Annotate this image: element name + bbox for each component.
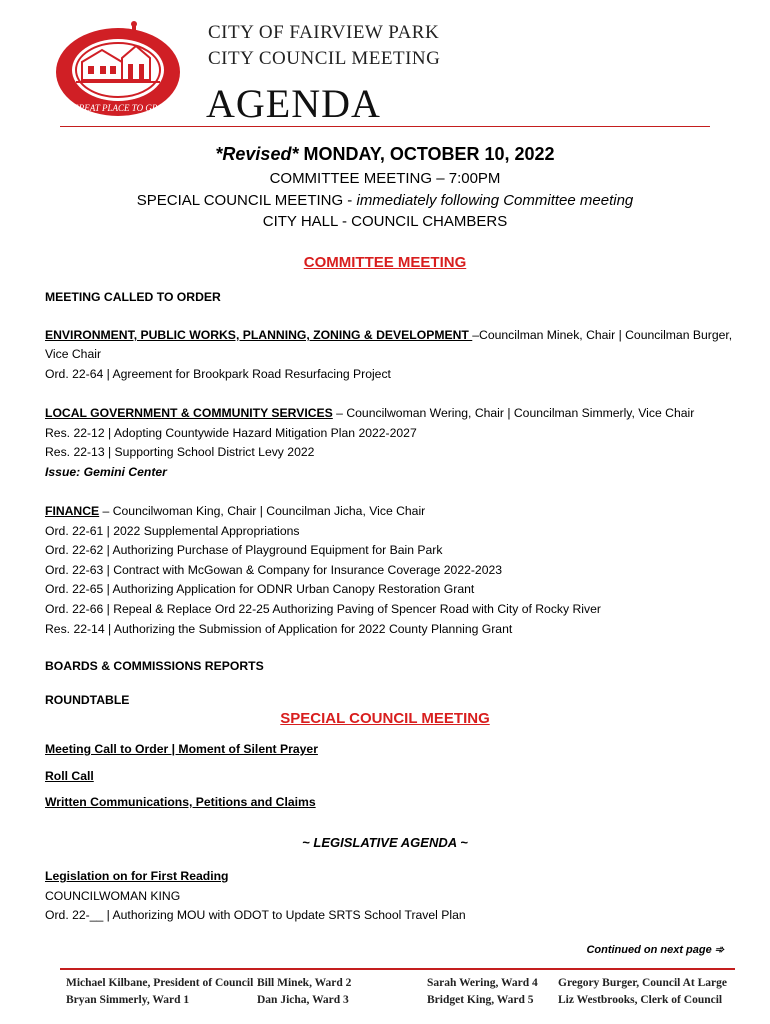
sponsor: COUNCILWOMAN KING (45, 889, 181, 903)
committee-meeting-title: COMMITTEE MEETING (303, 254, 467, 271)
committee-time: COMMITTEE MEETING – 7:00PM (269, 170, 501, 187)
meeting-name: CITY COUNCIL MEETING (208, 48, 441, 69)
finance-line (45, 504, 425, 518)
call-to-order: Meeting Call to Order | Moment of Silent Prayer (45, 742, 318, 756)
footer-name: Bryan Simmerly, Ward 1 (66, 994, 190, 1006)
footer-name: Michael Kilbane, President of Council (66, 977, 254, 989)
local-gov-heading: LOCAL GOVERNMENT & COMMUNITY SERVICES (45, 406, 333, 420)
roundtable: ROUNDTABLE (45, 693, 130, 707)
meeting-date (0, 144, 770, 165)
header-divider (60, 126, 710, 127)
seal-motto: A GREAT PLACE TO GROW (64, 103, 172, 113)
local-item: Res. 22-12 | Adopting Countywide Hazard Mitigation Plan 2022-2027 (45, 426, 417, 440)
finance-item: Ord. 22-63 | Contract with McGowan & Company for Insurance Coverage 2022-2023 (45, 563, 503, 577)
legislative-agenda-title: ~ LEGISLATIVE AGENDA ~ (302, 835, 468, 850)
special-meeting-note: immediately following Committee meeting (356, 192, 634, 209)
special-meeting-label: SPECIAL COUNCIL MEETING - (136, 192, 357, 209)
footer-name: Gregory Burger, Council At Large (558, 977, 727, 989)
local-gov-line (45, 406, 694, 420)
env-committee-line (45, 328, 732, 342)
meeting-date-text: MONDAY, OCTOBER 10, 2022 (298, 144, 555, 164)
footer-name: Dan Jicha, Ward 3 (257, 994, 349, 1006)
finance-heading: FINANCE (45, 504, 100, 518)
finance-item: Ord. 22-62 | Authorizing Purchase of Playground Equipment for Bain Park (45, 543, 443, 557)
local-gov-chairs: – Councilwoman Wering, Chair | Councilman Simmerly, Vice Chair (332, 406, 695, 420)
finance-chairs: – Councilwoman King, Chair | Councilman Jicha, Vice Chair (99, 504, 426, 518)
city-seal-logo (52, 18, 188, 122)
city-name: CITY OF FAIRVIEW PARK (208, 22, 440, 43)
finance-item: Ord. 22-61 | 2022 Supplemental Appropriations (45, 524, 300, 538)
footer-name: Sarah Wering, Ward 4 (427, 977, 538, 989)
written-communications: Written Communications, Petitions and Claims (45, 795, 316, 809)
revised-marker: *Revised* (215, 144, 299, 164)
continued-note: Continued on next page ➾ (586, 944, 724, 956)
env-item: Ord. 22-64 | Agreement for Brookpark Road Resurfacing Project (45, 367, 391, 381)
footer-name: Liz Westbrooks, Clerk of Council (558, 994, 723, 1006)
local-item: Res. 22-13 | Supporting School District Levy 2022 (45, 445, 315, 459)
boards-reports: BOARDS & COMMISSIONS REPORTS (45, 659, 264, 673)
env-committee-heading: ENVIRONMENT, PUBLIC WORKS, PLANNING, ZONING & DEVELOPMENT (45, 328, 473, 342)
first-reading-heading: Legislation on for First Reading (45, 869, 229, 883)
footer-name: Bridget King, Ward 5 (427, 994, 534, 1006)
local-issue: Issue: Gemini Center (45, 465, 167, 479)
roll-call: Roll Call (45, 769, 94, 783)
finance-item: Res. 22-14 | Authorizing the Submission of Application for 2022 County Planning Grant (45, 622, 513, 636)
meeting-called-to-order: MEETING CALLED TO ORDER (45, 290, 221, 304)
footer-name: Bill Minek, Ward 2 (257, 977, 352, 989)
footer-divider (60, 968, 735, 970)
finance-item: Ord. 22-65 | Authorizing Application for ODNR Urban Canopy Restoration Grant (45, 582, 475, 596)
special-council-title: SPECIAL COUNCIL MEETING (280, 710, 490, 727)
agenda-title: AGENDA (206, 81, 381, 126)
location: CITY HALL - COUNCIL CHAMBERS (262, 213, 508, 230)
special-meeting-time (0, 192, 770, 209)
env-committee-chairs-cont: Vice Chair (45, 347, 101, 361)
finance-item: Ord. 22-66 | Repeal & Replace Ord 22-25 Authorizing Paving of Spencer Road with City of Rocky River (45, 602, 601, 616)
env-committee-chairs: –Councilman Minek, Chair | Councilman Burger, (472, 328, 733, 342)
first-reading-item: Ord. 22-__ | Authorizing MOU with ODOT to Update SRTS School Travel Plan (45, 908, 466, 922)
